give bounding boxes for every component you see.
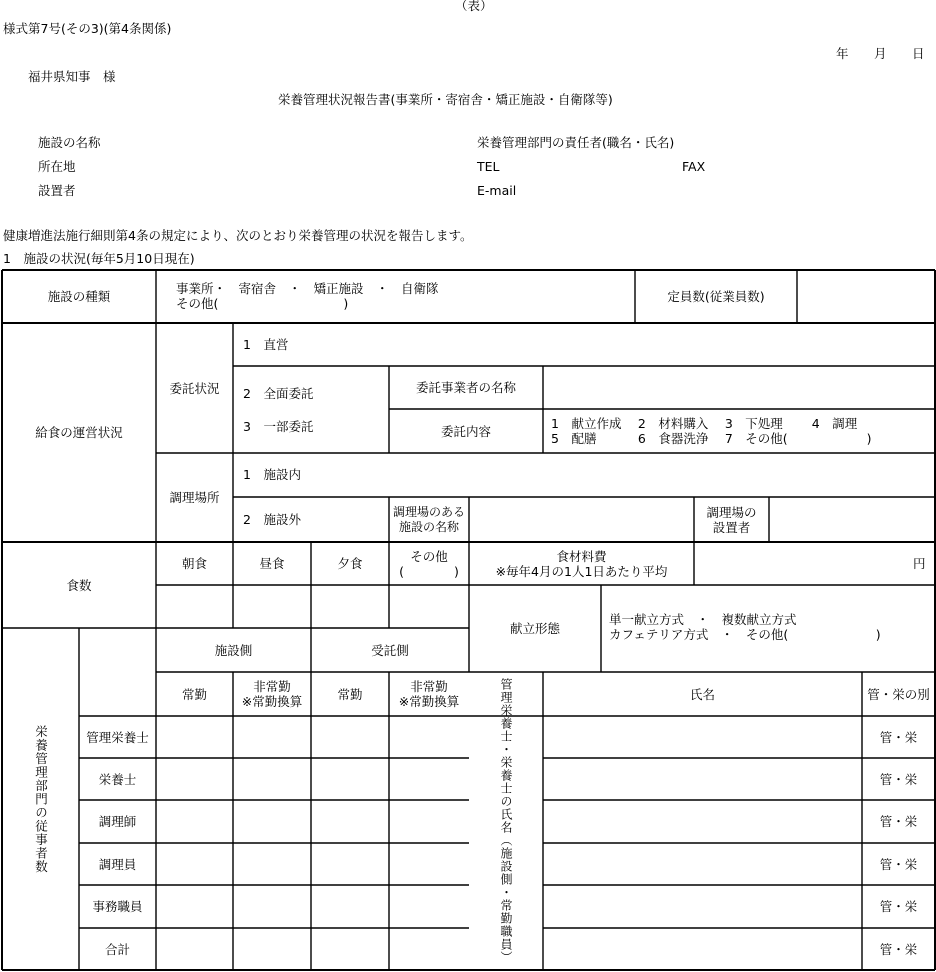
kitchen-facility-name-label: 調理場のある施設の名称: [392, 504, 465, 534]
dinner-header: 夕食: [337, 556, 363, 571]
direct-option: 1 直営: [243, 337, 289, 352]
role-label: 事務職員: [92, 899, 143, 914]
kitchen-outside-option: 2 施設外: [243, 512, 301, 527]
facility-type-label: 施設の種類: [47, 289, 111, 304]
kind-value: 管・栄: [879, 899, 918, 914]
staff-label: [2, 628, 79, 970]
page-title: 栄養管理状況報告書(事業所・寄宿舎・矯正施設・自衛隊等): [278, 92, 613, 107]
facility-fulltime-header: 常勤: [181, 686, 207, 702]
kind-value: 管・栄: [879, 729, 918, 745]
name-header: 氏名: [689, 686, 715, 702]
role-label: 栄養士: [98, 771, 137, 787]
contractor-parttime-header: 非常勤 ※常勤換算: [398, 679, 460, 709]
outsourcing-content-options: 1 献立作成 2 材料購入 3 下処理 4 調理 5 配膳 6 食器洗浄 7 その他( ): [551, 416, 872, 446]
addressee: 福井県知事 様: [28, 69, 116, 84]
intro-text: 健康増進法施行細則第4条の規定により、次のとおり栄養管理の状況を報告します。: [3, 228, 473, 243]
date-day: 日: [912, 46, 925, 61]
operation-label: 給食の運営状況: [35, 425, 123, 440]
lunch-header: 昼食: [259, 556, 285, 571]
kitchen-inside-option: 1 施設内: [243, 467, 301, 482]
capacity-label: 定員数(従業員数): [667, 289, 765, 304]
date-month: 月: [874, 46, 887, 61]
role-label: 合計: [104, 941, 130, 957]
kind-value: 管・栄: [879, 771, 918, 787]
role-label: 調理師: [98, 814, 137, 829]
kind-header: 管・栄の別: [867, 686, 930, 702]
kind-value: 管・栄: [879, 941, 918, 957]
full-outsourcing-option: 2 全面委託: [243, 386, 314, 401]
facility-type-options: 事業所・ 寄宿舎 ・ 矯正施設 ・ 自衛隊 その他( ): [176, 281, 439, 311]
founder-label: 設置者: [38, 183, 76, 198]
menu-format-label: 献立形態: [509, 621, 560, 636]
food-cost-label: 食材料費 ※毎年4月の1人1日あたり平均: [495, 548, 668, 579]
kitchen-label: 調理場所: [169, 489, 220, 505]
role-label: 管理栄養士: [86, 729, 149, 745]
kind-value: 管・栄: [879, 814, 918, 829]
email-label: E-mail: [477, 183, 517, 198]
partial-outsourcing-option: 3 一部委託: [243, 419, 314, 434]
yen-unit: 円: [913, 556, 926, 571]
menu-format-options: 単一献立方式 ・ 複数献立方式 カフェテリア方式 ・ その他( ): [609, 612, 881, 642]
other-meal-header: その他 ( ): [399, 548, 459, 579]
staff-label-text: 栄養管理部門の従事者数: [33, 724, 49, 874]
kitchen-founder-label: 調理場の設置者: [706, 504, 757, 535]
breakfast-header: 朝食: [181, 556, 207, 571]
contractor-name-label: 委託事業者の名称: [415, 380, 516, 395]
fax-label: FAX: [682, 159, 706, 174]
facility-side-header: 施設側: [214, 642, 253, 658]
outsourcing-content-label: 委託内容: [440, 423, 491, 439]
contractor-fulltime-header: 常勤: [337, 686, 363, 702]
page-header: （表）: [455, 0, 493, 13]
names-label-text: 管理栄養士・栄養士の氏名（施設側・常勤職員）: [499, 678, 513, 964]
contractor-side-header: 受託側: [371, 642, 409, 658]
facility-name-label: 施設の名称: [38, 135, 101, 150]
manager-label: 栄養管理部門の責任者(職名・氏名): [477, 135, 675, 150]
address-label: 所在地: [38, 159, 76, 174]
kind-value: 管・栄: [879, 856, 918, 872]
outsourcing-label: 委託状況: [169, 380, 220, 396]
role-label: 調理員: [98, 856, 137, 872]
names-label: [469, 672, 543, 970]
date-year: 年: [836, 46, 849, 61]
section-heading: 1 施設の状況(毎年5月10日現在): [3, 251, 195, 266]
form-number: 様式第7号(その3)(第4条関係): [3, 21, 172, 36]
meals-label: 食数: [66, 577, 92, 593]
tel-label: TEL: [477, 159, 500, 174]
facility-parttime-header: 非常勤 ※常勤換算: [241, 679, 303, 709]
